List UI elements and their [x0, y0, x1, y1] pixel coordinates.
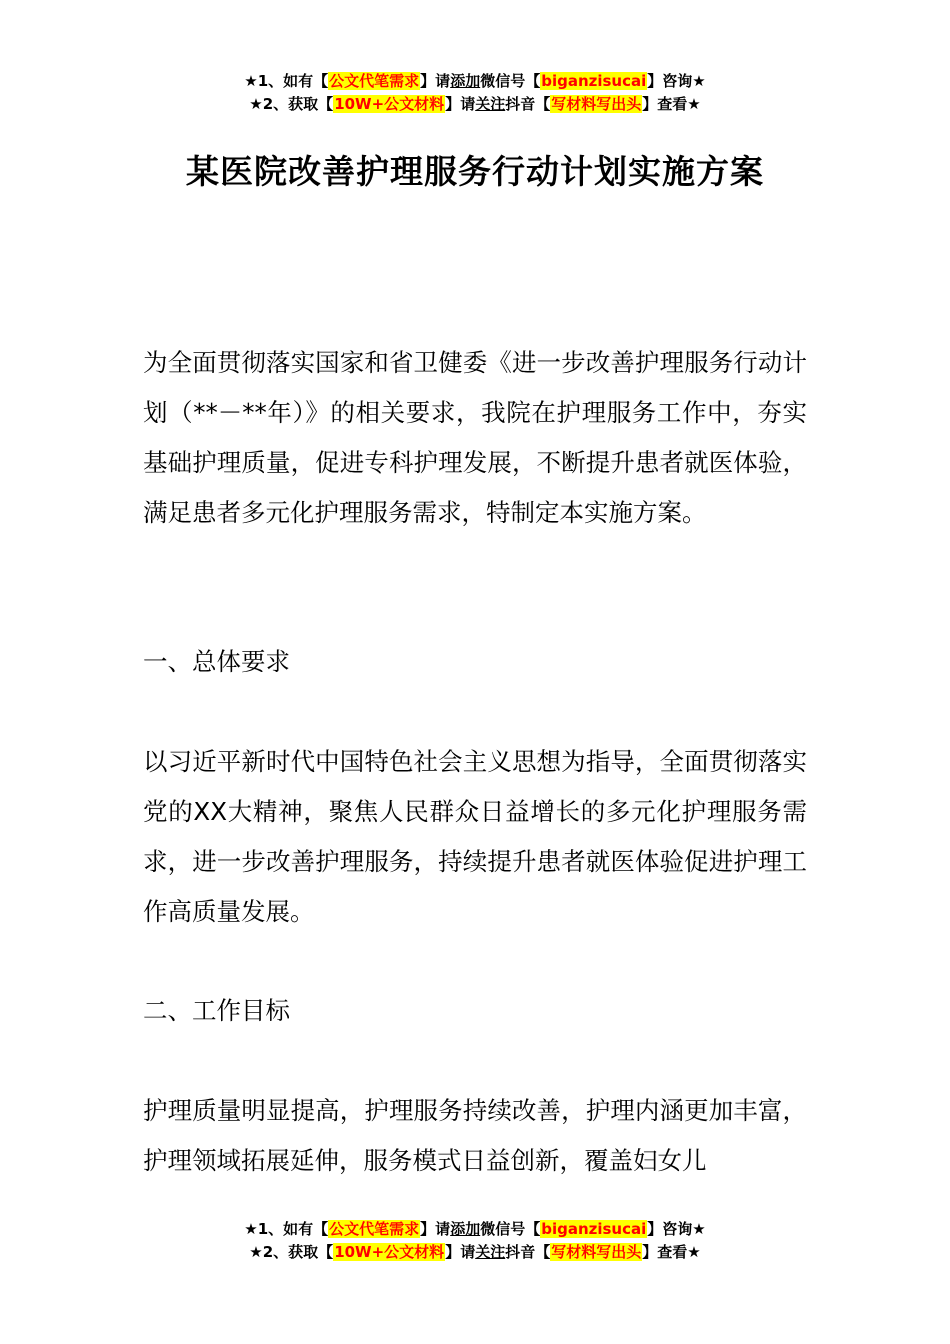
highlight-text: 写材料写出头 [551, 95, 642, 113]
promo-banner-bottom [0, 1218, 950, 1264]
promo-line-2: ★2、获取【10W+公文材料】请关注抖音【写材料写出头】查看★ [249, 95, 701, 113]
highlight-text: 10W+公文材料 [334, 1243, 445, 1261]
highlight-text: biganzisucai [541, 1220, 647, 1238]
highlight-text: 公文代笔需求 [329, 1220, 420, 1238]
highlight-text: 10W+公文材料 [334, 95, 445, 113]
section-2-paragraph: 护理质量明显提高，护理服务持续改善，护理内涵更加丰富，护理领域拓展延伸，服务模式日益创新，覆盖妇女儿 [143, 1096, 807, 1175]
promo-line-1: ★1、如有【公文代笔需求】请添加微信号【biganzisucai】咨询★ [244, 72, 706, 90]
section-1-paragraph: 以习近平新时代中国特色社会主义思想为指导，全面贯彻落实党的XX大精神，聚焦人民群众日益增长的多元化护理服务需求，进一步改善护理服务，持续提升患者就医体验促进护理工作高质量发展。 [143, 747, 807, 926]
promo-line-2: ★2、获取【10W+公文材料】请关注抖音【写材料写出头】查看★ [249, 1243, 701, 1261]
highlight-text: 写材料写出头 [551, 1243, 642, 1261]
document-title: 某医院改善护理服务行动计划实施方案 [186, 152, 764, 191]
section-heading-2: 二、工作目标 [143, 996, 290, 1025]
promo-line-1: ★1、如有【公文代笔需求】请添加微信号【biganzisucai】咨询★ [244, 1220, 706, 1238]
promo-banner-top [0, 70, 950, 116]
section-heading-1: 一、总体要求 [143, 647, 290, 676]
intro-paragraph: 为全面贯彻落实国家和省卫健委《进一步改善护理服务行动计划（**－**年）》的相关要求，我院在护理服务工作中，夯实基础护理质量，促进专科护理发展，不断提升患者就医体验，满足患者多元化护理服务需求，特制定本实施方案。 [143, 348, 807, 527]
highlight-text: 公文代笔需求 [329, 72, 420, 90]
highlight-text: biganzisucai [541, 72, 647, 90]
